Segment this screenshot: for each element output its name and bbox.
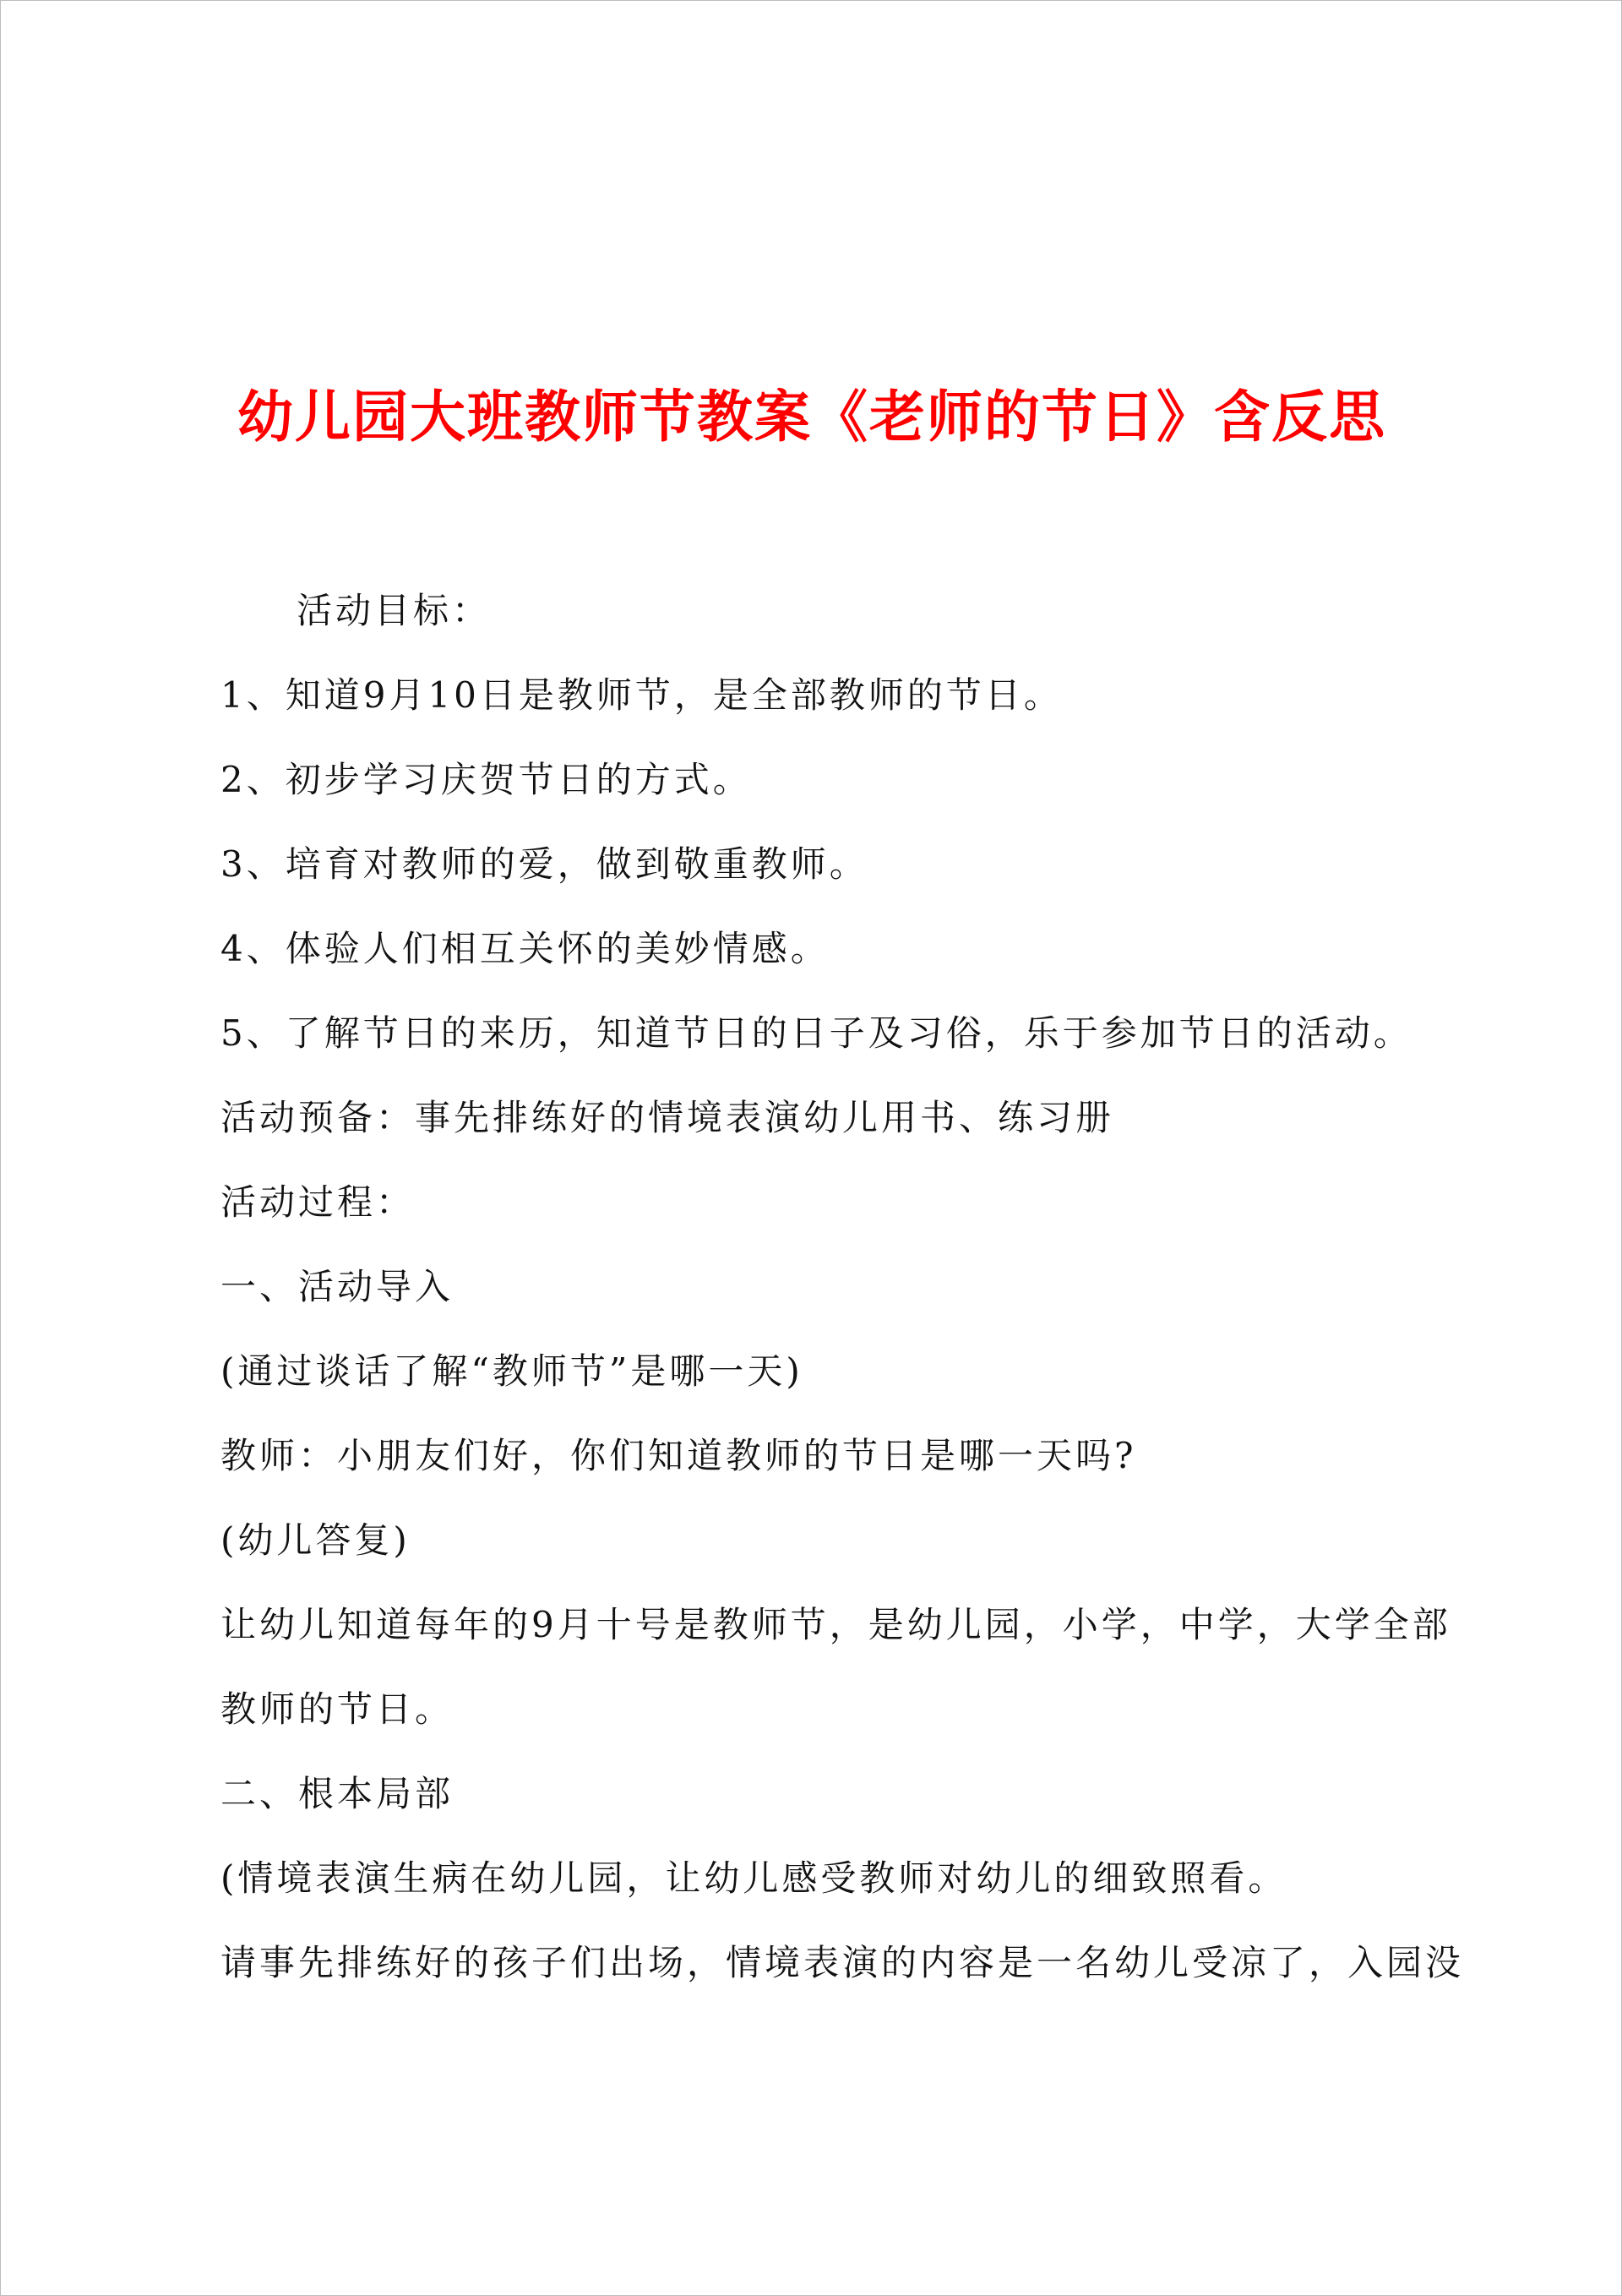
preparation-line: 活动预备：事先排练好的情境表演幼儿用书、练习册 <box>220 1097 1115 1138</box>
step-heading-intro: 一、活动导入 <box>220 1266 454 1307</box>
body-paragraph: 教师：小朋友们好，你们知道教师的节日是哪一天吗? <box>220 1435 1137 1476</box>
goal-item-5: 5、了解节日的来历，知道节日的日子及习俗，乐于参加节日的活动。 <box>220 1012 1412 1054</box>
goal-item-3: 3、培育对教师的爱，做到敬重教师。 <box>220 843 868 885</box>
section-heading-process: 活动过程： <box>220 1181 416 1223</box>
body-paragraph: 请事先排练好的孩子们出场，情境表演的内容是一名幼儿受凉了，入园没 <box>220 1942 1465 1983</box>
goal-item-1: 1、知道9月10日是教师节，是全部教师的节日。 <box>220 674 1063 716</box>
goal-item-4: 4、体验人们相互关怀的美妙情感。 <box>220 928 830 969</box>
body-paragraph: 教师的节日。 <box>220 1688 454 1730</box>
body-paragraph: 让幼儿知道每年的9月十号是教师节，是幼儿园，小学，中学，大学全部 <box>220 1604 1451 1645</box>
body-paragraph: (幼儿答复) <box>220 1519 411 1561</box>
step-heading-main: 二、根本局部 <box>220 1773 454 1814</box>
goal-item-2: 2、初步学习庆贺节日的方式。 <box>220 759 752 800</box>
body-paragraph: (情境表演生病在幼儿园，让幼儿感受教师对幼儿的细致照看。 <box>220 1857 1287 1899</box>
document-title: 幼儿园大班教师节教案《老师的节日》含反思 <box>237 384 1386 450</box>
section-heading-goals: 活动目标： <box>297 590 492 631</box>
document-body <box>220 569 1465 2005</box>
body-paragraph: (通过谈话了解“教师节”是哪一天) <box>220 1350 803 1392</box>
